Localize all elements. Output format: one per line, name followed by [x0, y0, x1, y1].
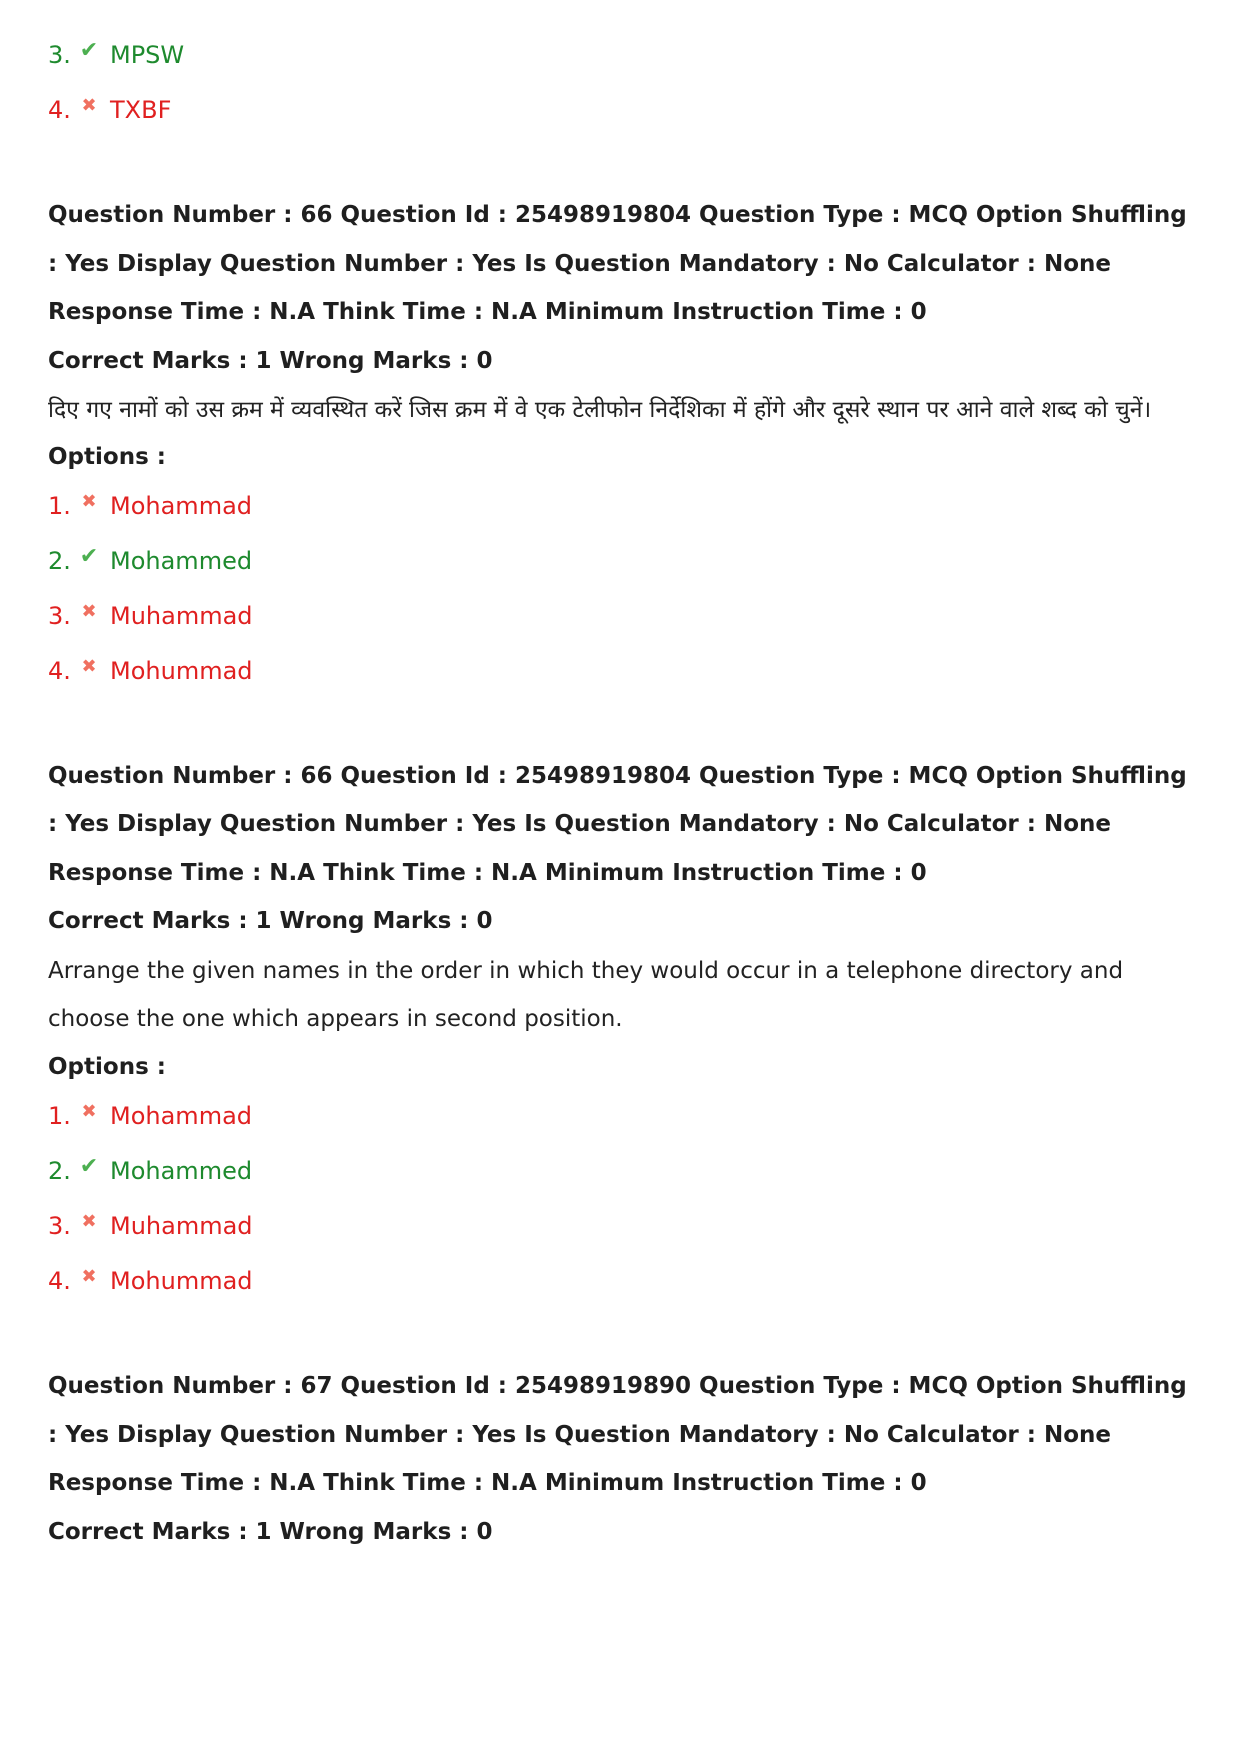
- option-text: Mohammed: [110, 546, 253, 575]
- question-marks: Correct Marks : 1 Wrong Marks : 0: [48, 908, 493, 934]
- cross-icon: ✖: [81, 1211, 97, 1232]
- question-block: [48, 1362, 1198, 1548]
- option-number: 2.: [48, 1157, 71, 1185]
- option-item: [48, 543, 1198, 576]
- options-list: [48, 1101, 1198, 1296]
- option-number: 4.: [48, 1267, 71, 1295]
- option-item: [48, 1101, 1198, 1131]
- question-block: [48, 752, 1198, 1297]
- option-number: 3.: [48, 601, 71, 630]
- options-label: Options :: [48, 1054, 166, 1080]
- cross-icon: ✖: [81, 1266, 97, 1287]
- question-meta: Question Number : 66 Question Id : 25498919804 Question Type : MCQ Option Shuffling : Yes Display Question Number : Yes Is Question Mandatory : No Calculator : None Response Time : N.A Think Time : N.A Minimum Instruction Time : 0: [48, 202, 1187, 325]
- option-item: [48, 95, 1198, 125]
- document-page: [48, 40, 1198, 1548]
- option-item: [48, 656, 1198, 686]
- check-icon: ✔: [79, 1154, 99, 1179]
- question-block: [48, 191, 1198, 686]
- question-meta: Question Number : 66 Question Id : 25498919804 Question Type : MCQ Option Shuffling : Yes Display Question Number : Yes Is Question Mandatory : No Calculator : None Response Time : N.A Think Time : N.A Minimum Instruction Time : 0: [48, 762, 1187, 886]
- question-meta: Question Number : 67 Question Id : 25498919890 Question Type : MCQ Option Shuffling : Yes Display Question Number : Yes Is Question Mandatory : No Calculator : None Response Time : N.A Think Time : N.A Minimum Instruction Time : 0: [48, 1373, 1187, 1496]
- cross-icon: ✖: [81, 1101, 97, 1122]
- option-text: Muhammad: [110, 1212, 253, 1240]
- options-list: [48, 491, 1198, 686]
- option-text: TXBF: [110, 96, 172, 124]
- question-text: दिए गए नामों को उस क्रम में व्यवस्थित करें जिस क्रम में वे एक टेलीफोन निर्देशिका में होंगे और दूसरे स्थान पर आने वाले शब्द को चुनें।: [48, 396, 1152, 423]
- previous-question-options: [48, 40, 1198, 125]
- option-item: [48, 40, 1198, 70]
- option-item: [48, 1156, 1198, 1186]
- question-marks: Correct Marks : 1 Wrong Marks : 0: [48, 347, 493, 374]
- option-number: 1.: [48, 491, 71, 520]
- check-icon: ✔: [79, 543, 99, 569]
- option-text: Muhammad: [110, 601, 253, 630]
- option-number: 3.: [48, 41, 71, 69]
- option-item: [48, 1266, 1198, 1296]
- cross-icon: ✖: [81, 655, 97, 677]
- cross-icon: ✖: [81, 95, 97, 116]
- option-number: 3.: [48, 1212, 71, 1240]
- cross-icon: ✖: [81, 600, 97, 622]
- cross-icon: ✖: [81, 490, 97, 512]
- option-text: Mohammad: [110, 491, 253, 520]
- option-text: Mohammad: [110, 1102, 253, 1130]
- option-number: 1.: [48, 1102, 71, 1130]
- check-icon: ✔: [79, 38, 99, 63]
- question-marks: Correct Marks : 1 Wrong Marks : 0: [48, 1518, 493, 1545]
- option-text: MPSW: [110, 41, 185, 69]
- question-text: Arrange the given names in the order in which they would occur in a telephone directory and choose the one which appears in second position.: [48, 958, 1124, 1032]
- options-label: Options :: [48, 443, 166, 470]
- option-text: Mohammed: [110, 1157, 253, 1185]
- option-text: Mohummad: [110, 656, 253, 685]
- option-number: 2.: [48, 546, 71, 575]
- option-text: Mohummad: [110, 1267, 253, 1295]
- option-item: [48, 491, 1198, 521]
- option-number: 4.: [48, 656, 71, 685]
- option-item: [48, 1211, 1198, 1241]
- option-item: [48, 601, 1198, 631]
- option-number: 4.: [48, 96, 71, 124]
